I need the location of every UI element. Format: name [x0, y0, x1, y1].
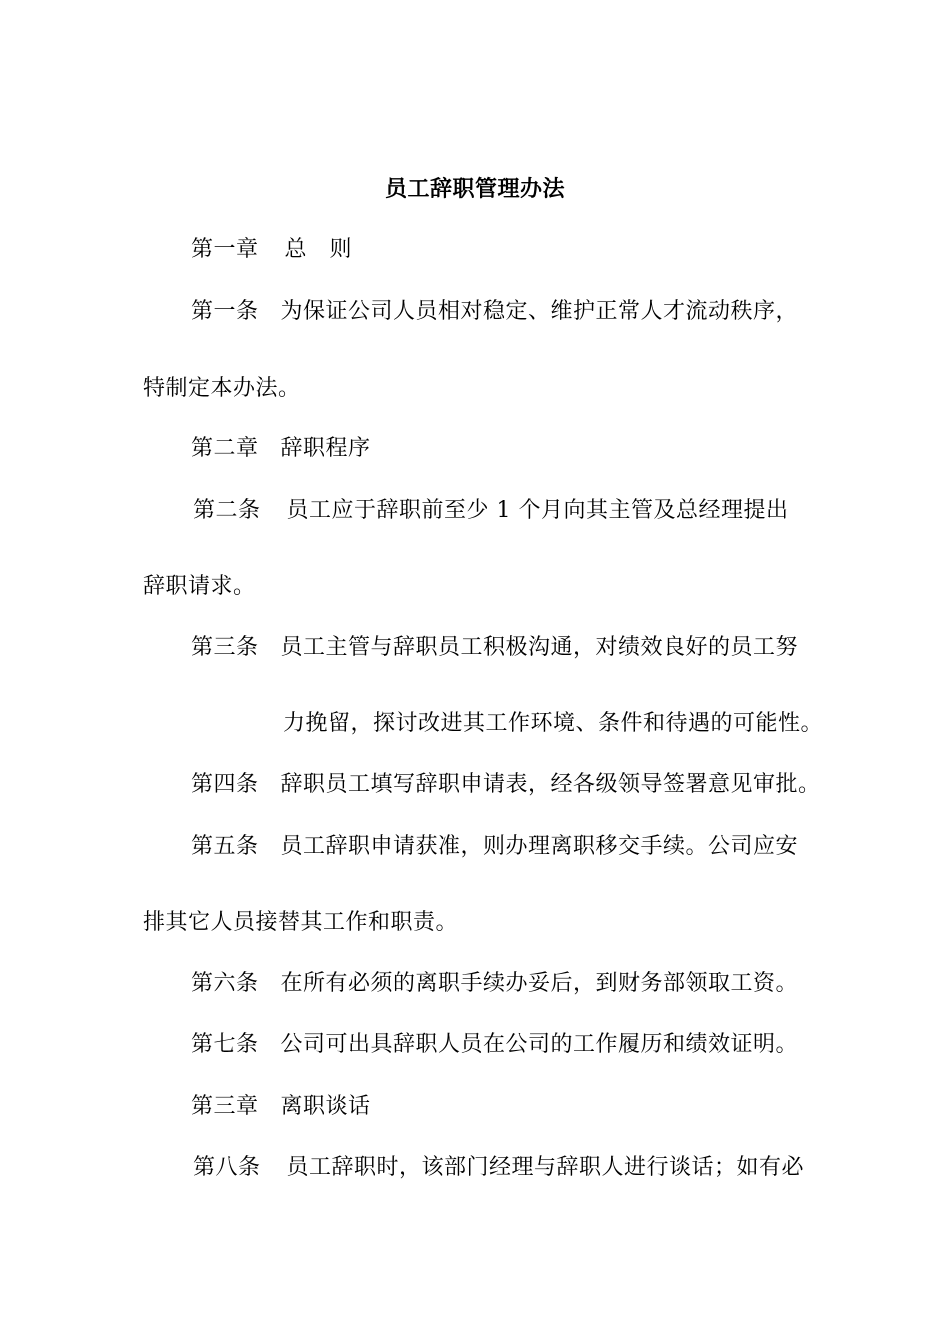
chapter-2-title: 辞职程序 [280, 436, 371, 461]
article-5-text: 员工辞职申请获准，则办理离职移交手续。公司应安 [280, 834, 799, 859]
article-4-label: 第四条 [191, 772, 259, 797]
chapter-2-heading [191, 435, 371, 463]
article-3-label: 第三条 [191, 635, 259, 660]
article-6 [191, 970, 798, 998]
chapter-3-heading [191, 1093, 371, 1121]
article-6-text: 在所有必须的离职手续办妥后，到财务部领取工资。 [280, 971, 799, 996]
article-2-label: 第二条 [193, 498, 261, 523]
article-5 [191, 833, 798, 861]
article-8-text: 员工辞职时，该部门经理与辞职人进行谈话；如有必 [286, 1155, 805, 1180]
article-4-text: 辞职员工填写辞职申请表，经各级领导签署意见审批。 [280, 772, 821, 797]
article-2 [193, 497, 789, 525]
article-4 [191, 771, 821, 799]
article-1-continuation: 特制定本办法。 [143, 376, 301, 401]
chapter-1-number: 第一章 [191, 237, 259, 262]
article-3 [191, 634, 798, 662]
chapter-2-number: 第二章 [191, 436, 259, 461]
article-6-label: 第六条 [191, 971, 259, 996]
article-1-label: 第一条 [191, 299, 259, 324]
article-3-text: 员工主管与辞职员工积极沟通，对绩效良好的员工努 [280, 635, 799, 660]
document-title: 员工辞职管理办法 [384, 177, 565, 202]
article-2-continuation: 辞职请求。 [143, 574, 256, 599]
article-7-text: 公司可出具辞职人员在公司的工作履历和绩效证明。 [280, 1032, 799, 1057]
article-1 [191, 298, 798, 326]
article-7 [191, 1031, 798, 1059]
article-5-label: 第五条 [191, 834, 259, 859]
article-8-label: 第八条 [193, 1155, 261, 1180]
chapter-3-title: 离职谈话 [280, 1094, 371, 1119]
article-8 [193, 1154, 804, 1182]
article-7-label: 第七条 [191, 1032, 259, 1057]
article-1-text: 为保证公司人员相对稳定、维护正常人才流动秩序， [280, 299, 799, 324]
chapter-1-title: 总 则 [284, 237, 353, 262]
article-2-text: 员工应于辞职前至少 1 个月向其主管及总经理提出 [286, 498, 789, 523]
chapter-1-heading [191, 236, 352, 264]
chapter-3-number: 第三章 [191, 1094, 259, 1119]
article-3-continuation: 力挽留，探讨改进其工作环境、条件和待遇的可能性。 [283, 711, 824, 736]
article-5-continuation: 排其它人员接替其工作和职责。 [143, 910, 459, 935]
